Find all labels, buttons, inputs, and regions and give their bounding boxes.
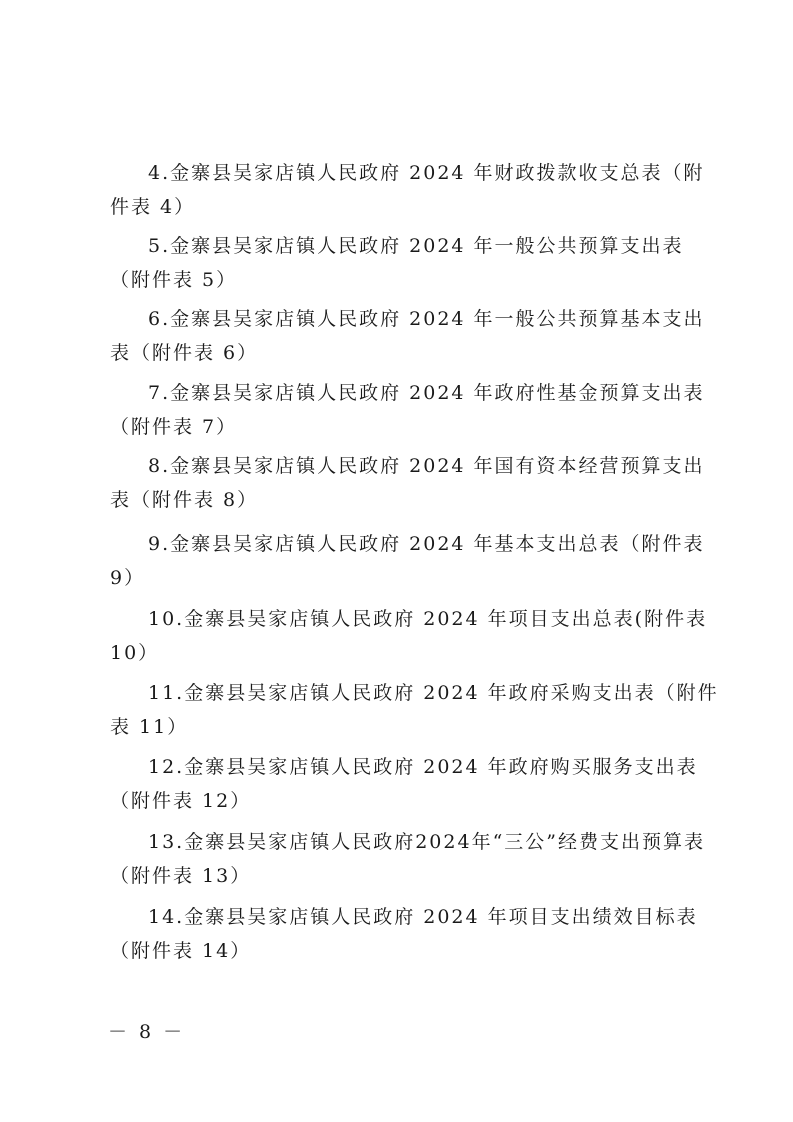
- list-item-line-1: 11.金寨县吴家店镇人民政府 2024 年政府采购支出表（附件: [148, 682, 719, 704]
- list-item-line-1: 6.金寨县吴家店镇人民政府 2024 年一般公共预算基本支出: [148, 308, 705, 330]
- list-item: [110, 825, 705, 893]
- list-item-line-1: 7.金寨县吴家店镇人民政府 2024 年政府性基金预算支出表: [148, 382, 705, 404]
- list-item-line-1: 4.金寨县吴家店镇人民政府 2024 年财政拨款收支总表（附: [148, 162, 705, 184]
- list-item: [110, 750, 698, 818]
- list-item-line-2: 9）: [110, 567, 146, 589]
- list-item-line-1: 5.金寨县吴家店镇人民政府 2024 年一般公共预算支出表: [148, 235, 684, 257]
- list-item-line-2: （附件表 5）: [110, 269, 238, 291]
- list-item-line-2: 表（附件表 6）: [110, 342, 259, 364]
- list-item-line-2: （附件表 7）: [110, 416, 238, 438]
- list-item-line-2: （附件表 14）: [110, 940, 252, 962]
- list-item: [110, 302, 705, 370]
- list-item: [110, 229, 695, 297]
- list-item: [110, 900, 698, 968]
- list-item-line-1: 14.金寨县吴家店镇人民政府 2024 年项目支出绩效目标表: [148, 906, 698, 928]
- list-item-line-2: 表（附件表 8）: [110, 489, 259, 511]
- page-number: － 8 －: [108, 1021, 186, 1043]
- list-item-line-1: 12.金寨县吴家店镇人民政府 2024 年政府购买服务支出表: [148, 756, 698, 778]
- list-item-line-1: 10.金寨县吴家店镇人民政府 2024 年项目支出总表(附件表: [148, 608, 708, 630]
- list-item: [110, 449, 705, 517]
- list-item-line-2: 表 11）: [110, 716, 189, 738]
- list-item: [110, 676, 719, 744]
- list-item-line-1: 13.金寨县吴家店镇人民政府2024年“三公”经费支出预算表: [148, 831, 705, 853]
- list-item: [110, 376, 705, 444]
- list-item-line-2: （附件表 12）: [110, 790, 252, 812]
- list-item-line-2: 件表 4）: [110, 196, 196, 218]
- list-item-line-1: 8.金寨县吴家店镇人民政府 2024 年国有资本经营预算支出: [148, 455, 705, 477]
- list-item: [110, 156, 705, 224]
- list-item: [110, 527, 705, 595]
- list-item-line-1: 9.金寨县吴家店镇人民政府 2024 年基本支出总表（附件表: [148, 533, 705, 555]
- list-item-line-2: 10）: [110, 642, 160, 664]
- list-item: [110, 602, 708, 670]
- list-item-line-2: （附件表 13）: [110, 865, 252, 887]
